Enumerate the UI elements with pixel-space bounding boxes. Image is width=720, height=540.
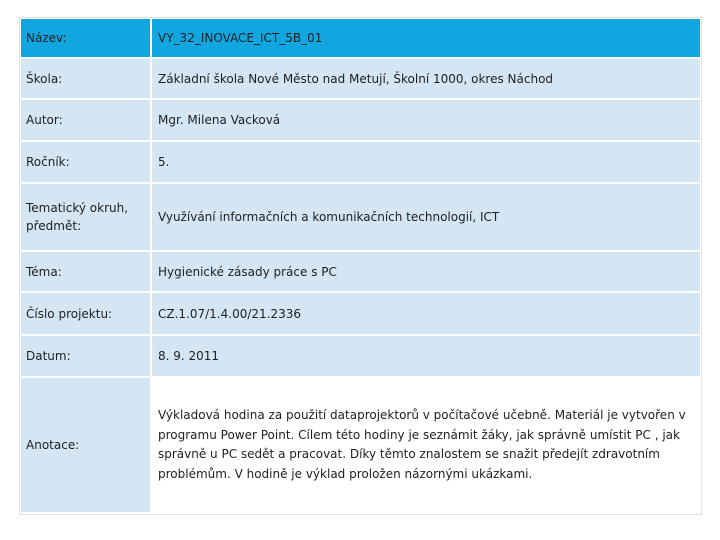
value-rocnik: 5.	[151, 141, 700, 183]
row-autor	[21, 99, 700, 141]
row-anotace	[21, 377, 700, 513]
row-skola	[21, 58, 700, 99]
label-skola: Škola:	[21, 58, 151, 99]
value-tema: Hygienické zásady práce s PC	[151, 251, 700, 292]
metadata-table	[21, 19, 700, 514]
value-skola: Základní škola Nové Město nad Metují, Školní 1000, okres Náchod	[151, 58, 700, 99]
label-tema: Téma:	[21, 251, 151, 292]
label-nazev: Název:	[21, 19, 151, 58]
row-rocnik	[21, 141, 700, 183]
row-datum	[21, 335, 700, 377]
label-cislo: Číslo projektu:	[21, 292, 151, 335]
label-rocnik: Ročník:	[21, 141, 151, 183]
value-okruh: Využívání informačních a komunikačních technologií, ICT	[151, 183, 700, 251]
value-datum: 8. 9. 2011	[151, 335, 700, 377]
label-anotace: Anotace:	[21, 377, 151, 513]
value-nazev: VY_32_INOVACE_ICT_5B_01	[151, 19, 700, 58]
value-cislo: CZ.1.07/1.4.00/21.2336	[151, 292, 700, 335]
label-okruh: Tematický okruh, předmět:	[21, 183, 151, 251]
label-autor: Autor:	[21, 99, 151, 141]
row-nazev	[21, 19, 700, 58]
row-tema	[21, 251, 700, 292]
row-okruh	[21, 183, 700, 251]
value-anotace: Výkladová hodina za použití dataprojektorů v počítačové učebně. Materiál je vytvořen v programu Power Point. Cílem této hodiny je seznámit žáky, jak správně umístit PC , jak správně u PC sedět a pracovat. Díky těmto znalostem se snažit předejít zdravotním problémům. V hodině je výklad proložen názornými ukázkami.	[151, 377, 700, 513]
value-autor: Mgr. Milena Vacková	[151, 99, 700, 141]
row-cislo	[21, 292, 700, 335]
label-datum: Datum:	[21, 335, 151, 377]
